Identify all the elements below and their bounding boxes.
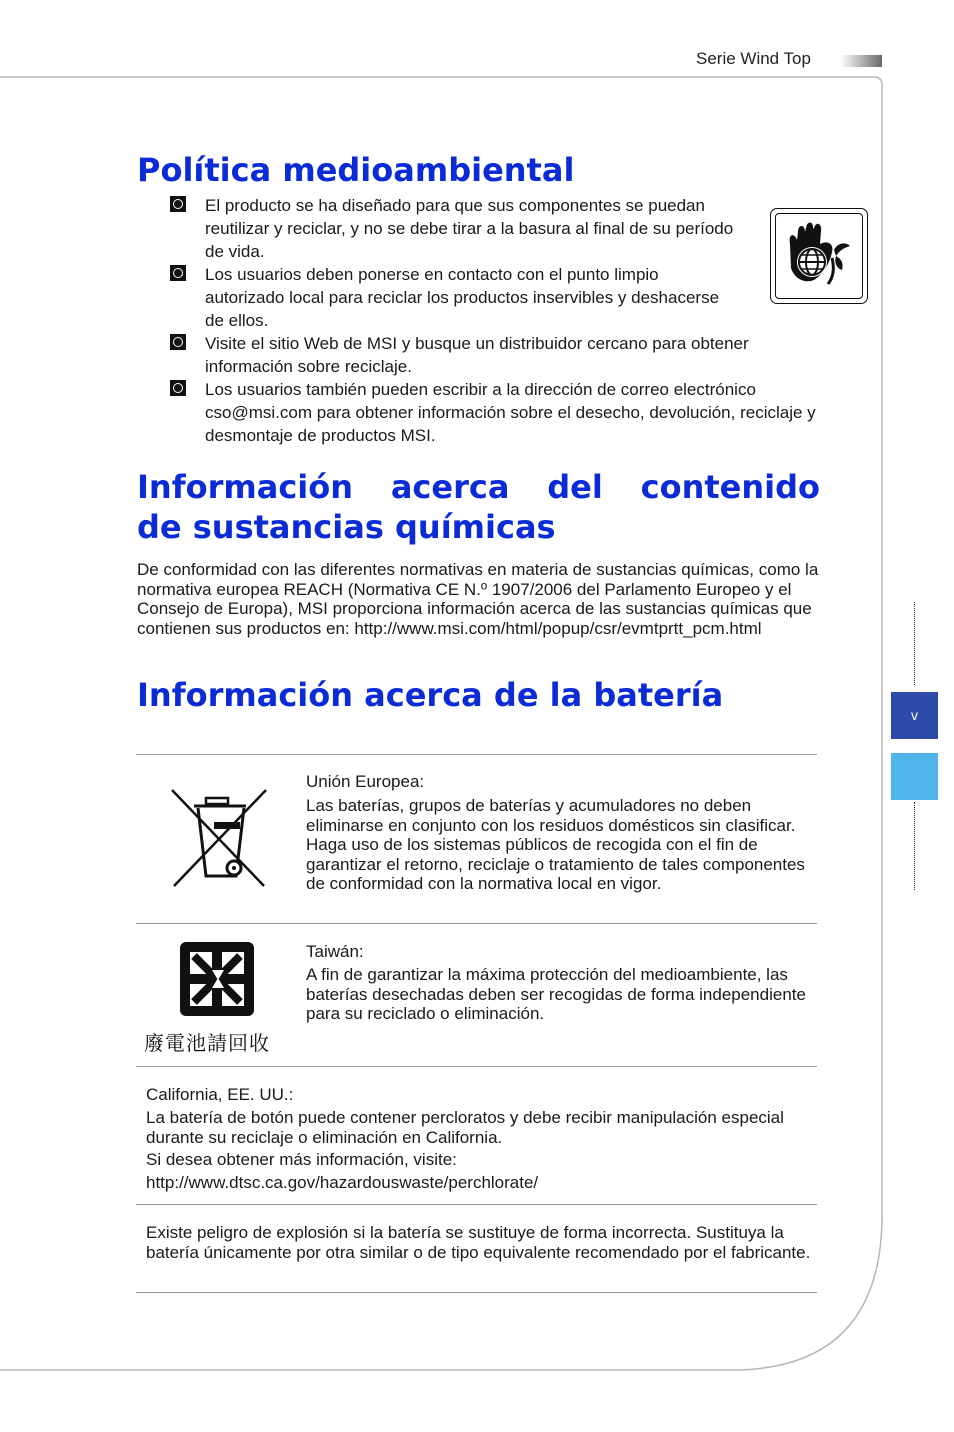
california-more-info: Si desea obtener más información, visite: bbox=[146, 1150, 457, 1169]
chemical-substances-heading: Información acerca del contenido de sustancias químicas bbox=[137, 468, 820, 546]
divider bbox=[136, 754, 817, 755]
crossed-bin-icon bbox=[168, 788, 270, 888]
list-item: Los usuarios también pueden escribir a la dirección de correo electrónico cso@msi.com para obtener información sobre el desecho, devolución, reciclaje y desmontaje de productos MSI. bbox=[170, 378, 830, 447]
environmental-bullet-list bbox=[170, 194, 830, 447]
eu-label: Unión Europea: bbox=[306, 772, 425, 791]
divider bbox=[136, 1204, 817, 1205]
chemical-paragraph: De conformidad con las diferentes normativas en materia de sustancias químicas, como la normativa europea REACH (Normativa CE N.º 1907/2006 del Parlamento Europeo y el Consejo de Europa), MSI proporciona información acerca de las sustancias químicas que contienen sus productos en: http://www.msi.com/html/popup/csr/evmtprtt_pcm.html bbox=[137, 560, 819, 638]
bullet-icon bbox=[170, 265, 186, 281]
divider bbox=[136, 1292, 817, 1293]
bullet-icon bbox=[170, 334, 186, 350]
divider bbox=[136, 1066, 817, 1067]
california-label: California, EE. UU.: bbox=[146, 1085, 294, 1104]
bullet-icon bbox=[170, 380, 186, 396]
list-item: Visite el sitio Web de MSI y busque un distribuidor cercano para obtener información sobre reciclaje. bbox=[170, 332, 830, 378]
battery-warning: Existe peligro de explosión si la batería se sustituye de forma incorrecta. Sustituya la batería únicamente por otra similar o de tipo equivalente recomendado por el fabricante. bbox=[146, 1223, 811, 1262]
side-dotted-line bbox=[914, 602, 915, 685]
taiwan-label: Taiwán: bbox=[306, 942, 364, 961]
page-number-tab: v bbox=[891, 692, 938, 739]
list-item: Los usuarios deben ponerse en contacto con el punto limpio autorizado local para reciclar los productos inservibles y deshacerse de ellos. bbox=[170, 263, 720, 332]
california-url: http://www.dtsc.ca.gov/hazardouswaste/perchlorate/ bbox=[146, 1173, 539, 1192]
divider bbox=[136, 923, 817, 924]
environmental-policy-heading: Política medioambiental bbox=[137, 151, 575, 189]
taiwan-chinese-text: 廢電池請回收 bbox=[144, 1031, 270, 1055]
side-dotted-line bbox=[914, 802, 915, 890]
taiwan-recycle-icon bbox=[180, 942, 254, 1016]
bullet-icon bbox=[170, 196, 186, 212]
eu-text: Las baterías, grupos de baterías y acumuladores no deben eliminarse en conjunto con los residuos domésticos sin clasificar. Haga uso de los sistemas públicos de recogida con el fin de garantizar el retorno, reciclaje o tratamiento de tales componentes de conformidad con la normativa local en vigor. bbox=[306, 796, 805, 893]
eco-hand-globe-icon bbox=[770, 208, 868, 304]
battery-heading: Información acerca de la batería bbox=[137, 676, 724, 714]
header-series-title: Serie Wind Top bbox=[696, 49, 811, 68]
taiwan-text: A fin de garantizar la máxima protección del medioambiente, las baterías desechadas deben ser recogidas de forma independiente para su reciclado o eliminación. bbox=[306, 965, 806, 1023]
california-text: La batería de botón puede contener percloratos y debe recibir manipulación especial durante su reciclaje o eliminación en California. bbox=[146, 1108, 784, 1147]
list-item: El producto se ha diseñado para que sus componentes se puedan reutilizar y reciclar, y no se debe tirar a la basura al final de su período de vida. bbox=[170, 194, 750, 263]
side-color-tab bbox=[891, 753, 938, 800]
